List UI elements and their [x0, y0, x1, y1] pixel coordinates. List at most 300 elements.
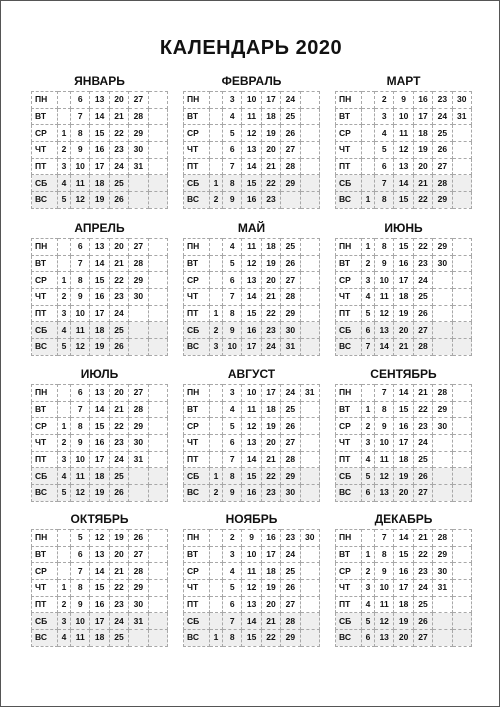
date-cell: 7 [375, 385, 394, 402]
empty-cell [300, 192, 319, 209]
date-cell: 8 [223, 305, 242, 322]
weekday-label: ЧТ [184, 580, 210, 597]
date-cell: 19 [394, 468, 413, 485]
week-row [336, 108, 472, 125]
empty-cell [148, 485, 167, 502]
weekday-label: ВТ [336, 255, 362, 272]
date-cell: 15 [242, 468, 261, 485]
date-cell: 29 [281, 175, 300, 192]
empty-cell [129, 175, 148, 192]
date-cell: 21 [413, 385, 432, 402]
week-row [184, 563, 320, 580]
week-row [336, 322, 472, 339]
date-cell: 15 [242, 305, 261, 322]
date-cell: 17 [394, 272, 413, 289]
date-cell: 17 [394, 435, 413, 452]
month-name: ИЮНЬ [384, 221, 423, 235]
date-cell: 31 [300, 385, 319, 402]
empty-cell [58, 530, 71, 547]
weekday-label: ВС [184, 339, 210, 356]
date-cell: 9 [223, 322, 242, 339]
date-cell: 27 [413, 485, 432, 502]
weekday-label: ВТ [32, 255, 58, 272]
date-cell: 12 [71, 192, 90, 209]
week-row [336, 580, 472, 597]
date-cell: 30 [281, 322, 300, 339]
empty-cell [452, 175, 471, 192]
weekday-label: ВС [336, 339, 362, 356]
weekday-label: ПН [184, 530, 210, 547]
date-cell: 21 [394, 339, 413, 356]
date-cell: 7 [71, 255, 90, 272]
date-cell: 23 [413, 255, 432, 272]
empty-cell [300, 468, 319, 485]
weekday-label: СР [184, 418, 210, 435]
date-cell: 19 [261, 255, 280, 272]
empty-cell [300, 125, 319, 142]
date-cell: 6 [362, 630, 375, 647]
date-cell: 27 [129, 546, 148, 563]
week-row [336, 401, 472, 418]
empty-cell [433, 613, 452, 630]
date-cell: 18 [90, 322, 109, 339]
date-cell: 3 [223, 92, 242, 109]
empty-cell [452, 255, 471, 272]
date-cell: 25 [281, 401, 300, 418]
date-cell: 22 [109, 580, 128, 597]
date-cell: 21 [109, 108, 128, 125]
date-cell: 16 [394, 563, 413, 580]
date-cell: 18 [413, 125, 432, 142]
week-row [184, 92, 320, 109]
empty-cell [210, 451, 223, 468]
weekday-label: СБ [336, 175, 362, 192]
date-cell: 2 [58, 596, 71, 613]
week-row [184, 289, 320, 306]
date-cell: 17 [90, 158, 109, 175]
date-cell: 11 [375, 596, 394, 613]
empty-cell [452, 546, 471, 563]
date-cell: 3 [362, 580, 375, 597]
date-cell: 11 [242, 401, 261, 418]
weekday-label: ВТ [336, 108, 362, 125]
date-cell: 27 [281, 435, 300, 452]
date-cell: 6 [223, 435, 242, 452]
date-cell: 22 [109, 125, 128, 142]
date-cell: 30 [433, 563, 452, 580]
week-row [184, 468, 320, 485]
weekday-label: ВС [32, 485, 58, 502]
date-cell: 7 [223, 158, 242, 175]
date-cell: 1 [362, 192, 375, 209]
empty-cell [148, 546, 167, 563]
date-cell: 4 [223, 563, 242, 580]
weekday-label: ВС [184, 192, 210, 209]
date-cell: 24 [109, 451, 128, 468]
week-row [184, 596, 320, 613]
weekday-label: ПТ [32, 451, 58, 468]
empty-cell [210, 530, 223, 547]
date-cell: 3 [210, 339, 223, 356]
week-row [32, 192, 168, 209]
empty-cell [148, 92, 167, 109]
empty-cell [148, 305, 167, 322]
date-cell: 1 [362, 546, 375, 563]
weekday-label: ЧТ [32, 142, 58, 159]
date-cell: 5 [223, 418, 242, 435]
date-cell: 20 [413, 158, 432, 175]
date-cell: 30 [129, 142, 148, 159]
week-row [336, 418, 472, 435]
empty-cell [300, 563, 319, 580]
month-name: ИЮЛЬ [80, 367, 119, 381]
weekday-label: ВТ [184, 255, 210, 272]
empty-cell [362, 142, 375, 159]
date-cell: 12 [242, 125, 261, 142]
date-cell: 2 [362, 563, 375, 580]
month-block [183, 366, 320, 502]
date-cell: 7 [375, 175, 394, 192]
empty-cell [300, 596, 319, 613]
date-cell: 27 [129, 385, 148, 402]
empty-cell [148, 530, 167, 547]
empty-cell [362, 175, 375, 192]
date-cell: 28 [281, 451, 300, 468]
month-name: НОЯБРЬ [225, 512, 278, 526]
week-row [184, 546, 320, 563]
week-row [32, 239, 168, 256]
empty-cell [452, 305, 471, 322]
empty-cell [129, 192, 148, 209]
date-cell: 4 [58, 468, 71, 485]
date-cell: 8 [71, 580, 90, 597]
date-cell: 16 [394, 255, 413, 272]
month-grid [31, 238, 168, 356]
weekday-label: ЧТ [336, 142, 362, 159]
date-cell: 18 [394, 596, 413, 613]
date-cell: 3 [362, 435, 375, 452]
month-name: АВГУСТ [227, 367, 276, 381]
empty-cell [148, 158, 167, 175]
weekday-label: ВС [336, 192, 362, 209]
empty-cell [300, 158, 319, 175]
date-cell: 12 [242, 580, 261, 597]
weekday-label: СБ [184, 175, 210, 192]
date-cell: 31 [129, 451, 148, 468]
week-row [184, 322, 320, 339]
weekday-label: ВС [32, 630, 58, 647]
empty-cell [452, 596, 471, 613]
empty-cell [148, 435, 167, 452]
empty-cell [300, 255, 319, 272]
date-cell: 28 [129, 401, 148, 418]
month-block [183, 220, 320, 356]
date-cell: 12 [394, 142, 413, 159]
weekday-label: СБ [32, 322, 58, 339]
empty-cell [129, 305, 148, 322]
date-cell: 1 [58, 125, 71, 142]
weekday-label: ПТ [32, 596, 58, 613]
date-cell: 29 [129, 580, 148, 597]
date-cell: 11 [375, 289, 394, 306]
date-cell: 8 [71, 272, 90, 289]
date-cell: 25 [109, 468, 128, 485]
week-row [336, 142, 472, 159]
empty-cell [452, 435, 471, 452]
empty-cell [148, 613, 167, 630]
date-cell: 18 [261, 563, 280, 580]
date-cell: 31 [281, 339, 300, 356]
week-row [32, 418, 168, 435]
empty-cell [433, 435, 452, 452]
week-row [184, 175, 320, 192]
date-cell: 9 [375, 563, 394, 580]
date-cell: 29 [433, 546, 452, 563]
empty-cell [129, 339, 148, 356]
weekday-label: ПТ [32, 305, 58, 322]
date-cell: 13 [90, 92, 109, 109]
empty-cell [148, 175, 167, 192]
date-cell: 18 [261, 108, 280, 125]
week-row [336, 451, 472, 468]
weekday-label: ВС [184, 485, 210, 502]
date-cell: 11 [71, 630, 90, 647]
date-cell: 6 [375, 158, 394, 175]
date-cell: 13 [242, 435, 261, 452]
week-row [184, 158, 320, 175]
weekday-label: ПТ [336, 451, 362, 468]
weekday-label: ПТ [336, 158, 362, 175]
date-cell: 14 [90, 563, 109, 580]
date-cell: 22 [413, 546, 432, 563]
empty-cell [433, 322, 452, 339]
date-cell: 29 [433, 401, 452, 418]
weekday-label: СР [32, 125, 58, 142]
date-cell: 26 [109, 192, 128, 209]
date-cell: 22 [413, 192, 432, 209]
date-cell: 6 [71, 92, 90, 109]
empty-cell [362, 530, 375, 547]
empty-cell [300, 451, 319, 468]
date-cell: 28 [413, 339, 432, 356]
week-row [336, 485, 472, 502]
date-cell: 16 [261, 530, 280, 547]
empty-cell [452, 192, 471, 209]
date-cell: 23 [413, 563, 432, 580]
date-cell: 9 [71, 142, 90, 159]
date-cell: 26 [413, 613, 432, 630]
date-cell: 21 [109, 255, 128, 272]
empty-cell [452, 385, 471, 402]
date-cell: 30 [433, 418, 452, 435]
date-cell: 20 [109, 92, 128, 109]
date-cell: 7 [362, 339, 375, 356]
empty-cell [148, 142, 167, 159]
empty-cell [300, 580, 319, 597]
date-cell: 24 [109, 613, 128, 630]
week-row [336, 272, 472, 289]
date-cell: 5 [58, 192, 71, 209]
date-cell: 15 [394, 239, 413, 256]
empty-cell [58, 563, 71, 580]
week-row [184, 272, 320, 289]
month-block [31, 73, 168, 209]
week-row [32, 613, 168, 630]
date-cell: 30 [452, 92, 471, 109]
empty-cell [210, 596, 223, 613]
date-cell: 11 [375, 451, 394, 468]
date-cell: 19 [90, 339, 109, 356]
weekday-label: ВТ [32, 401, 58, 418]
date-cell: 19 [90, 485, 109, 502]
empty-cell [148, 125, 167, 142]
weekday-label: ВТ [336, 401, 362, 418]
empty-cell [210, 255, 223, 272]
week-row [32, 596, 168, 613]
date-cell: 10 [242, 92, 261, 109]
date-cell: 30 [281, 485, 300, 502]
week-row [32, 305, 168, 322]
week-row [32, 339, 168, 356]
date-cell: 7 [223, 289, 242, 306]
weekday-label: СБ [32, 613, 58, 630]
date-cell: 17 [394, 580, 413, 597]
date-cell: 19 [261, 580, 280, 597]
date-cell: 5 [71, 530, 90, 547]
date-cell: 22 [261, 305, 280, 322]
empty-cell [452, 322, 471, 339]
week-row [336, 563, 472, 580]
week-row [184, 385, 320, 402]
empty-cell [300, 435, 319, 452]
empty-cell [129, 322, 148, 339]
date-cell: 1 [58, 418, 71, 435]
date-cell: 27 [413, 322, 432, 339]
empty-cell [452, 289, 471, 306]
date-cell: 27 [129, 239, 148, 256]
month-name: МАРТ [386, 74, 421, 88]
weekday-label: ЧТ [32, 435, 58, 452]
date-cell: 26 [413, 468, 432, 485]
date-cell: 16 [90, 596, 109, 613]
date-cell: 2 [58, 435, 71, 452]
week-row [336, 596, 472, 613]
empty-cell [210, 563, 223, 580]
date-cell: 12 [375, 468, 394, 485]
date-cell: 21 [109, 401, 128, 418]
date-cell: 31 [129, 158, 148, 175]
weekday-label: ПН [32, 92, 58, 109]
empty-cell [362, 385, 375, 402]
week-row [336, 435, 472, 452]
week-row [184, 451, 320, 468]
weekday-label: ПН [336, 92, 362, 109]
date-cell: 1 [58, 272, 71, 289]
empty-cell [148, 322, 167, 339]
date-cell: 27 [281, 142, 300, 159]
date-cell: 1 [210, 630, 223, 647]
date-cell: 20 [394, 630, 413, 647]
date-cell: 11 [242, 239, 261, 256]
week-row [336, 125, 472, 142]
weekday-label: ЧТ [336, 580, 362, 597]
weekday-label: СР [336, 563, 362, 580]
empty-cell [300, 239, 319, 256]
date-cell: 30 [300, 530, 319, 547]
empty-cell [58, 255, 71, 272]
empty-cell [452, 418, 471, 435]
date-cell: 30 [433, 255, 452, 272]
weekday-label: СБ [336, 322, 362, 339]
empty-cell [281, 192, 300, 209]
date-cell: 23 [261, 322, 280, 339]
month-grid [183, 529, 320, 647]
date-cell: 23 [109, 142, 128, 159]
date-cell: 2 [362, 418, 375, 435]
weekday-label: СБ [184, 468, 210, 485]
date-cell: 29 [129, 272, 148, 289]
empty-cell [362, 125, 375, 142]
date-cell: 19 [109, 530, 128, 547]
date-cell: 26 [281, 255, 300, 272]
empty-cell [148, 192, 167, 209]
weekday-label: ПН [336, 385, 362, 402]
date-cell: 13 [375, 322, 394, 339]
date-cell: 25 [281, 239, 300, 256]
empty-cell [129, 485, 148, 502]
month-name: АПРЕЛЬ [74, 221, 125, 235]
week-row [32, 563, 168, 580]
date-cell: 28 [129, 255, 148, 272]
date-cell: 7 [71, 401, 90, 418]
date-cell: 4 [362, 451, 375, 468]
empty-cell [433, 305, 452, 322]
empty-cell [129, 630, 148, 647]
date-cell: 29 [129, 125, 148, 142]
month-grid [335, 529, 472, 647]
date-cell: 4 [58, 630, 71, 647]
month-grid [183, 384, 320, 502]
month-grid [335, 91, 472, 209]
date-cell: 14 [242, 289, 261, 306]
date-cell: 31 [433, 580, 452, 597]
week-row [336, 468, 472, 485]
date-cell: 4 [375, 125, 394, 142]
month-name: ФЕВРАЛЬ [221, 74, 282, 88]
date-cell: 17 [261, 546, 280, 563]
month-block [335, 73, 472, 209]
date-cell: 18 [90, 630, 109, 647]
empty-cell [300, 546, 319, 563]
date-cell: 13 [90, 239, 109, 256]
week-row [336, 158, 472, 175]
date-cell: 26 [109, 485, 128, 502]
date-cell: 1 [58, 580, 71, 597]
date-cell: 28 [433, 385, 452, 402]
weekday-label: ВТ [32, 546, 58, 563]
empty-cell [148, 255, 167, 272]
date-cell: 3 [58, 305, 71, 322]
date-cell: 19 [394, 613, 413, 630]
date-cell: 24 [413, 272, 432, 289]
week-row [336, 175, 472, 192]
date-cell: 7 [71, 108, 90, 125]
date-cell: 1 [210, 175, 223, 192]
date-cell: 24 [109, 158, 128, 175]
date-cell: 8 [223, 175, 242, 192]
weekday-label: ВС [32, 192, 58, 209]
week-row [32, 158, 168, 175]
